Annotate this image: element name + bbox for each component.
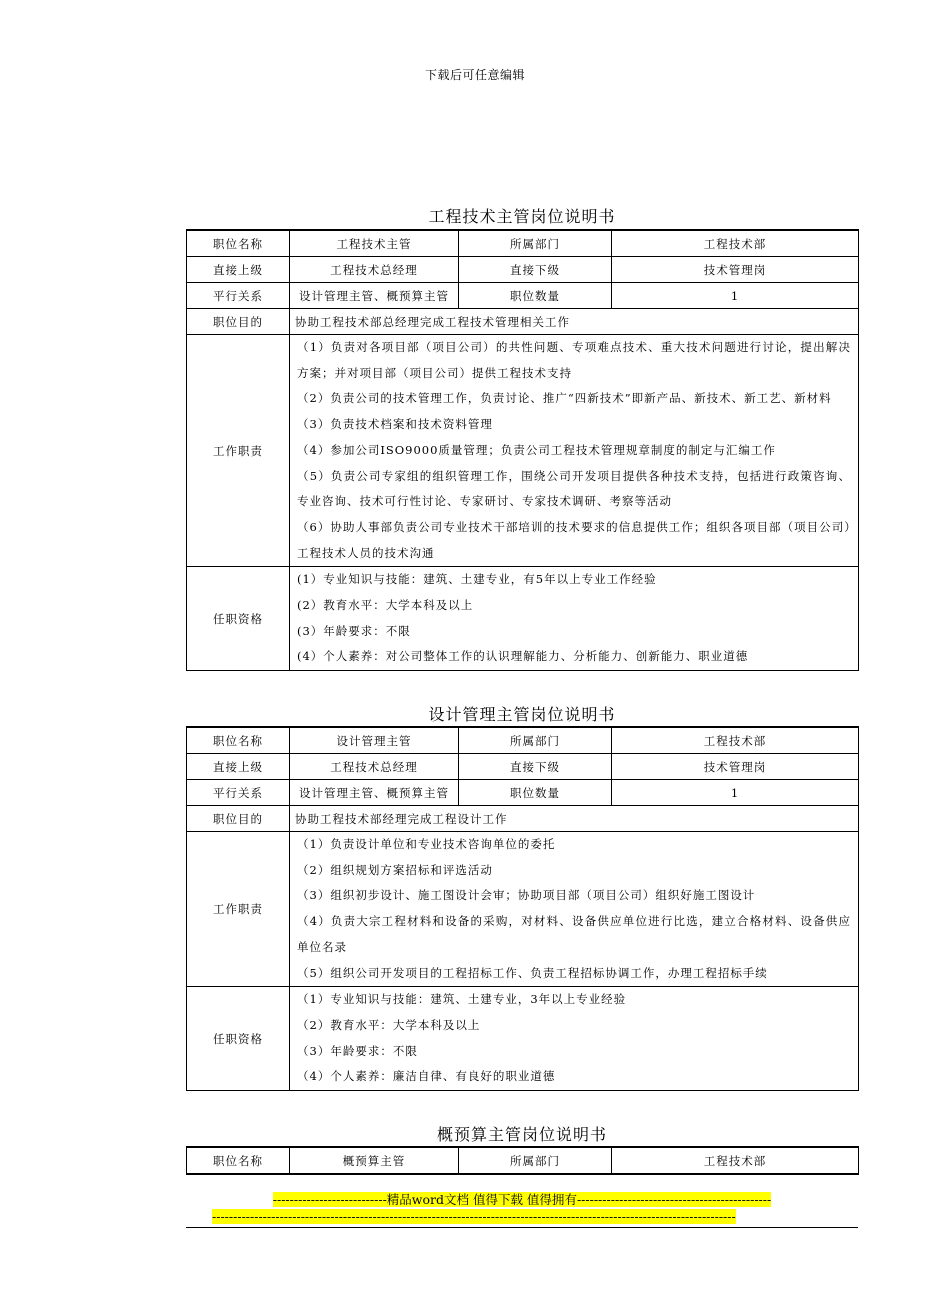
table-row [187,335,859,567]
field-label: 所属部门 [459,727,612,754]
field-value: 工程技术主管 [290,230,459,257]
field-value: 设计管理主管 [290,727,459,754]
table-row [187,806,859,832]
field-value: 概预算主管 [290,1147,459,1174]
field-value: 工程技术部 [612,1147,859,1174]
table-row [187,567,859,671]
job-description-table [186,1146,859,1175]
field-label: 工作职责 [187,335,290,567]
job-description-table [186,229,859,671]
footer-banner-line1 [186,1192,858,1208]
duty-item: （3）组织初步设计、施工图设计会审；协助项目部（项目公司）组织好施工图设计 [297,888,756,903]
header-note: 下载后可任意编辑 [424,68,525,82]
duty-item: （1）负责设计单位和专业技术咨询单位的委托 [297,837,556,851]
duty-item: （6）协助人事部负责公司专业技术干部培训的技术要求的信息提供工作；组织各项目部（项目公司）工程技术人员的技术沟通 [297,519,851,560]
table-row [187,727,859,754]
table-row [187,309,859,335]
field-value: 工程技术总经理 [290,257,459,283]
qualifications-cell [290,567,859,671]
qualification-item: （2）教育水平：大学本科及以上 [297,1017,481,1032]
table-row [187,987,859,1091]
table-row [187,257,859,283]
field-value: 1 [612,780,859,806]
footer-banner-text: ---------------------------精品word文档 值得下载 值得拥有---------------------------------------------- [272,1192,772,1207]
purpose-text: 协助工程技术部经理完成工程设计工作 [290,806,859,832]
field-label: 职位数量 [459,780,612,806]
duty-item: （2）组织规划方案招标和评选活动 [297,862,493,877]
field-label: 直接下级 [459,257,612,283]
field-label: 直接上级 [187,754,290,780]
duty-item: （2）负责公司的技术管理工作，负责讨论、推广“四新技术”即新产品、新技术、新工艺、新材料 [297,391,832,406]
field-value: 技术管理岗 [612,754,859,780]
field-label: 所属部门 [459,1147,612,1174]
qualification-item: (1）专业知识与技能：建筑、土建专业，有5年以上专业工作经验 [297,572,657,587]
field-label: 任职资格 [187,987,290,1091]
section-title: 概预算主管岗位说明书 [436,1125,607,1144]
section-title: 工程技术主管岗位说明书 [428,207,616,226]
field-label: 职位名称 [187,1147,290,1174]
field-label: 职位名称 [187,230,290,257]
table-row [187,1147,859,1174]
duty-item: （5）负责公司专家组的组织管理工作，围绕公司开发项目提供各种技术支持，包括进行政策咨询、专业咨询、技术可行性讨论、专家研讨、专家技术调研、考察等活动 [297,468,851,509]
field-label: 平行关系 [187,780,290,806]
qualification-item: （1）专业知识与技能：建筑、土建专业，3年以上专业经验 [297,992,627,1007]
qualification-item: (2）教育水平：大学本科及以上 [297,598,474,613]
qualification-item: （4）个人素养：廉洁自律、有良好的职业道德 [297,1069,556,1084]
purpose-text: 协助工程技术部总经理完成工程技术管理相关工作 [290,309,859,335]
field-value: 技术管理岗 [612,257,859,283]
footer-banner-dashes: ---------------------------------------------------------------------------------------------------------------------------- [212,1209,736,1224]
section-title: 设计管理主管岗位说明书 [428,705,616,724]
footer-banner-line2 [212,1209,832,1225]
duty-item: （5）组织公司开发项目的工程招标工作、负责工程招标协调工作，办理工程招标手续 [297,965,768,980]
table-row [187,754,859,780]
field-label: 职位目的 [187,806,290,832]
table-row [187,780,859,806]
qualification-item: （3）年龄要求：不限 [297,1043,418,1058]
field-label: 职位名称 [187,727,290,754]
field-value: 工程技术部 [612,727,859,754]
duty-item: （4）参加公司ISO9000质量管理；负责公司工程技术管理规章制度的制定与汇编工作 [297,442,776,457]
field-label: 职位目的 [187,309,290,335]
field-label: 所属部门 [459,230,612,257]
duty-item: （3）负责技术档案和技术资料管理 [297,417,493,432]
field-value: 工程技术总经理 [290,754,459,780]
field-value: 1 [612,283,859,309]
field-label: 任职资格 [187,567,290,671]
footer-divider [186,1227,858,1228]
qualification-item: (4）个人素养：对公司整体工作的认识理解能力、分析能力、创新能力、职业道德 [297,649,749,664]
field-label: 职位数量 [459,283,612,309]
table-row [187,230,859,257]
duty-item: （1）负责对各项目部（项目公司）的共性问题、专项难点技术、重大技术问题进行讨论，提出解决方案；并对项目部（项目公司）提供工程技术支持 [297,340,851,380]
field-value: 设计管理主管、概预算主管 [290,780,459,806]
job-description-table [186,726,859,1091]
duties-cell [290,335,859,567]
field-label: 工作职责 [187,832,290,987]
field-label: 直接上级 [187,257,290,283]
qualifications-cell [290,987,859,1091]
table-row [187,283,859,309]
field-value: 设计管理主管、概预算主管 [290,283,459,309]
field-value: 工程技术部 [612,230,859,257]
field-label: 平行关系 [187,283,290,309]
qualification-item: (3）年龄要求：不限 [297,623,411,638]
field-label: 直接下级 [459,754,612,780]
duties-cell [290,832,859,987]
table-row [187,832,859,987]
duty-item: （4）负责大宗工程材料和设备的采购，对材料、设备供应单位进行比选，建立合格材料、设备供应单位名录 [297,914,851,954]
